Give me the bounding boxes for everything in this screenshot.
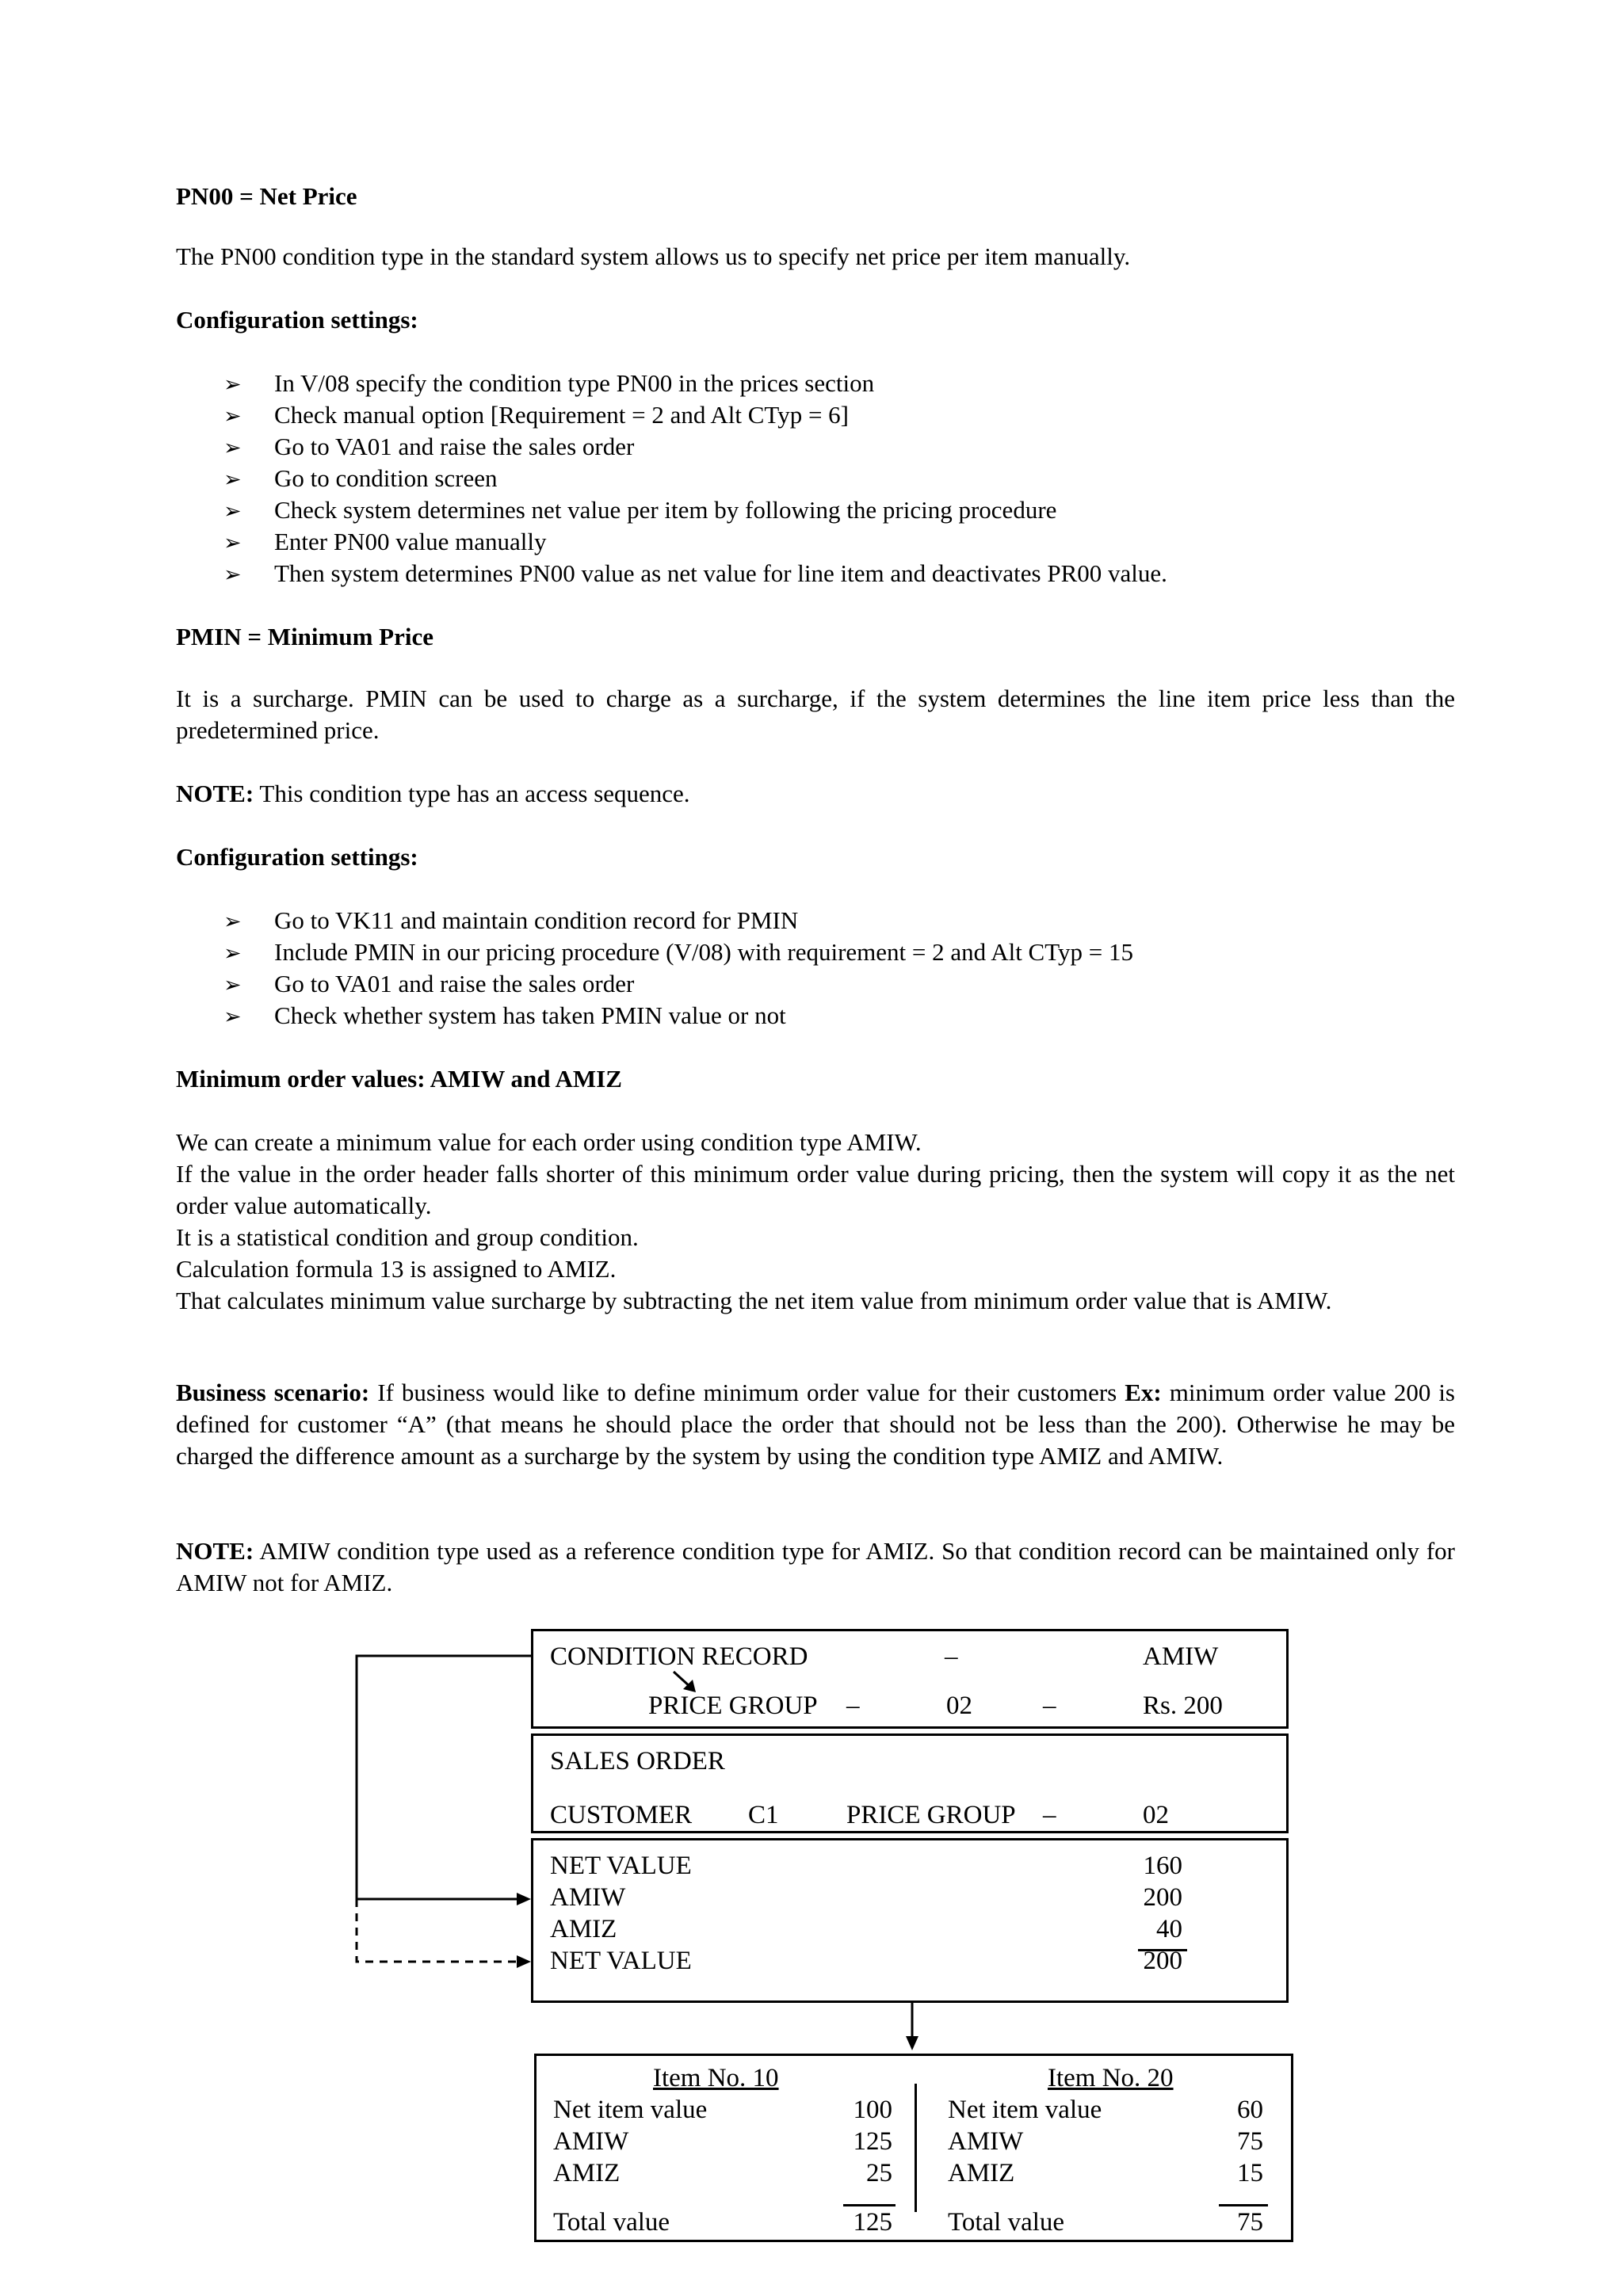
amiw-line: If the value in the order header falls shorter of this minimum order value during pricing, then the system will copy it as the net order value automatically. — [176, 1160, 1455, 1219]
pmin-heading: PMIN = Minimum Price — [176, 623, 434, 650]
condition-amount: Rs. 200 — [1143, 1691, 1223, 1720]
condition-record-dash: – — [945, 1642, 958, 1671]
item-row-value: 75 — [1237, 2127, 1263, 2156]
pn00-config-heading: Configuration settings: — [176, 306, 418, 334]
arrow-bullet-icon: ➢ — [223, 499, 242, 524]
item-title: Item No. 10 — [653, 2064, 779, 2092]
item-row-value: 100 — [853, 2096, 892, 2124]
item-total-label: Total value — [948, 2208, 1065, 2237]
down-arrow — [906, 2003, 918, 2050]
item-total-value: 75 — [1237, 2208, 1263, 2237]
amiw-line: We can create a minimum value for each order using condition type AMIW. — [176, 1128, 922, 1156]
scenario-text: minimum order value 200 is defined for customer “A” (that means he should place the order that should not be less than the 200). Otherwise he may be charged the difference amount as a surcharge by the system by using the condition type AMIZ and AMIW. — [176, 1379, 1455, 1470]
bullet-item: ➢ In V/08 specify the condition type PN00 in the prices section — [223, 368, 874, 401]
note-text: AMIW condition type used as a reference condition type for AMIZ. So that condition record can be maintained only for AMIW not for AMIZ. — [176, 1537, 1455, 1596]
price-group-label: PRICE GROUP — [648, 1691, 818, 1720]
condition-type-value: AMIW — [1143, 1642, 1219, 1671]
bullet-item: ➢ Enter PN00 value manually — [223, 526, 547, 559]
item-row-label: AMIZ — [553, 2159, 621, 2187]
bullet-item: ➢ Go to VA01 and raise the sales order — [223, 431, 634, 464]
item-title: Item No. 20 — [1048, 2064, 1174, 2092]
bullet-item: ➢ Then system determines PN00 value as net value for line item and deactivates PR00 value. — [223, 558, 1167, 591]
item-row-value: 60 — [1237, 2096, 1263, 2124]
header-label: AMIW — [550, 1883, 626, 1912]
item-row-label: AMIZ — [948, 2159, 1015, 2187]
header-value: 200 — [1143, 1883, 1182, 1912]
item-row-value: 15 — [1237, 2159, 1263, 2187]
note-label: NOTE: — [176, 1537, 254, 1565]
bullet-item: ➢ Check manual option [Requirement = 2 and Alt CTyp = 6] — [223, 399, 849, 433]
solid-connector-arrow — [357, 1656, 531, 1905]
item-row-label: AMIW — [948, 2127, 1024, 2156]
customer-value: C1 — [748, 1801, 779, 1829]
price-group-value: 02 — [946, 1691, 972, 1720]
pn00-intro: The PN00 condition type in the standard system allows us to specify net price per item manually. — [176, 242, 1131, 270]
arrow-bullet-icon: ➢ — [223, 941, 242, 966]
arrow-bullet-icon: ➢ — [223, 531, 242, 555]
amiw-line: Calculation formula 13 is assigned to AMIZ. — [176, 1255, 617, 1283]
price-group-dash: – — [1043, 1801, 1056, 1829]
amiw-line: It is a statistical condition and group condition. — [176, 1223, 639, 1251]
price-group-label: PRICE GROUP — [846, 1801, 1016, 1829]
arrow-bullet-icon: ➢ — [223, 910, 242, 934]
bullet-item: ➢ Include PMIN in our pricing procedure (V/08) with requirement = 2 and Alt CTyp = 15 — [223, 936, 1133, 970]
scenario-label: Business scenario: — [176, 1379, 370, 1406]
header-value: 200 — [1143, 1947, 1182, 1975]
bullet-item: ➢ Go to condition screen — [223, 463, 498, 496]
arrow-bullet-icon: ➢ — [223, 436, 242, 460]
arrow-bullet-icon: ➢ — [223, 467, 242, 492]
note-label: NOTE: — [176, 780, 254, 807]
pointer-arrow — [674, 1672, 696, 1692]
price-group-dash: – — [1043, 1691, 1056, 1720]
condition-record-label: CONDITION RECORD — [550, 1642, 808, 1671]
sales-order-label: SALES ORDER — [550, 1747, 725, 1775]
item-row-label: AMIW — [553, 2127, 629, 2156]
item-row-value: 25 — [866, 2159, 892, 2187]
arrow-bullet-icon: ➢ — [223, 1005, 242, 1029]
arrow-bullet-icon: ➢ — [223, 404, 242, 429]
header-label: AMIZ — [550, 1915, 617, 1943]
amiw-line: That calculates minimum value surcharge by subtracting the net item value from minimum order value that is AMIW. — [176, 1287, 1332, 1314]
scenario-text: If business would like to define minimum order value for their customers — [369, 1379, 1125, 1406]
arrow-bullet-icon: ➢ — [223, 973, 242, 997]
customer-label: CUSTOMER — [550, 1801, 693, 1829]
bullet-item: ➢ Check whether system has taken PMIN value or not — [223, 1000, 786, 1033]
note-text: This condition type has an access sequence. — [254, 780, 690, 807]
item-row-label: Net item value — [948, 2096, 1102, 2124]
item-total-label: Total value — [553, 2208, 670, 2237]
bullet-item: ➢ Go to VK11 and maintain condition record for PMIN — [223, 905, 798, 938]
pmin-config-heading: Configuration settings: — [176, 843, 418, 871]
header-value: 160 — [1143, 1852, 1182, 1880]
header-label: NET VALUE — [550, 1947, 692, 1975]
header-value: 40 — [1156, 1915, 1182, 1943]
bullet-item: ➢ Go to VA01 and raise the sales order — [223, 968, 634, 1001]
header-label: NET VALUE — [550, 1852, 692, 1880]
dashed-connector-arrow — [357, 1899, 531, 1968]
bullet-item: ➢ Check system determines net value per item by following the pricing procedure — [223, 494, 1056, 528]
item-row-label: Net item value — [553, 2096, 708, 2124]
pn00-heading: PN00 = Net Price — [176, 182, 357, 210]
price-group-value: 02 — [1143, 1801, 1169, 1829]
price-group-dash: – — [846, 1691, 860, 1720]
item-total-value: 125 — [853, 2208, 892, 2237]
example-label: Ex: — [1125, 1379, 1162, 1406]
pmin-intro: It is a surcharge. PMIN can be used to charge as a surcharge, if the system determines the line item price less than the predetermined price. — [176, 685, 1455, 744]
item-row-value: 125 — [853, 2127, 892, 2156]
arrow-bullet-icon: ➢ — [223, 372, 242, 397]
amiw-heading: Minimum order values: AMIW and AMIZ — [176, 1065, 622, 1093]
arrow-bullet-icon: ➢ — [223, 563, 242, 587]
